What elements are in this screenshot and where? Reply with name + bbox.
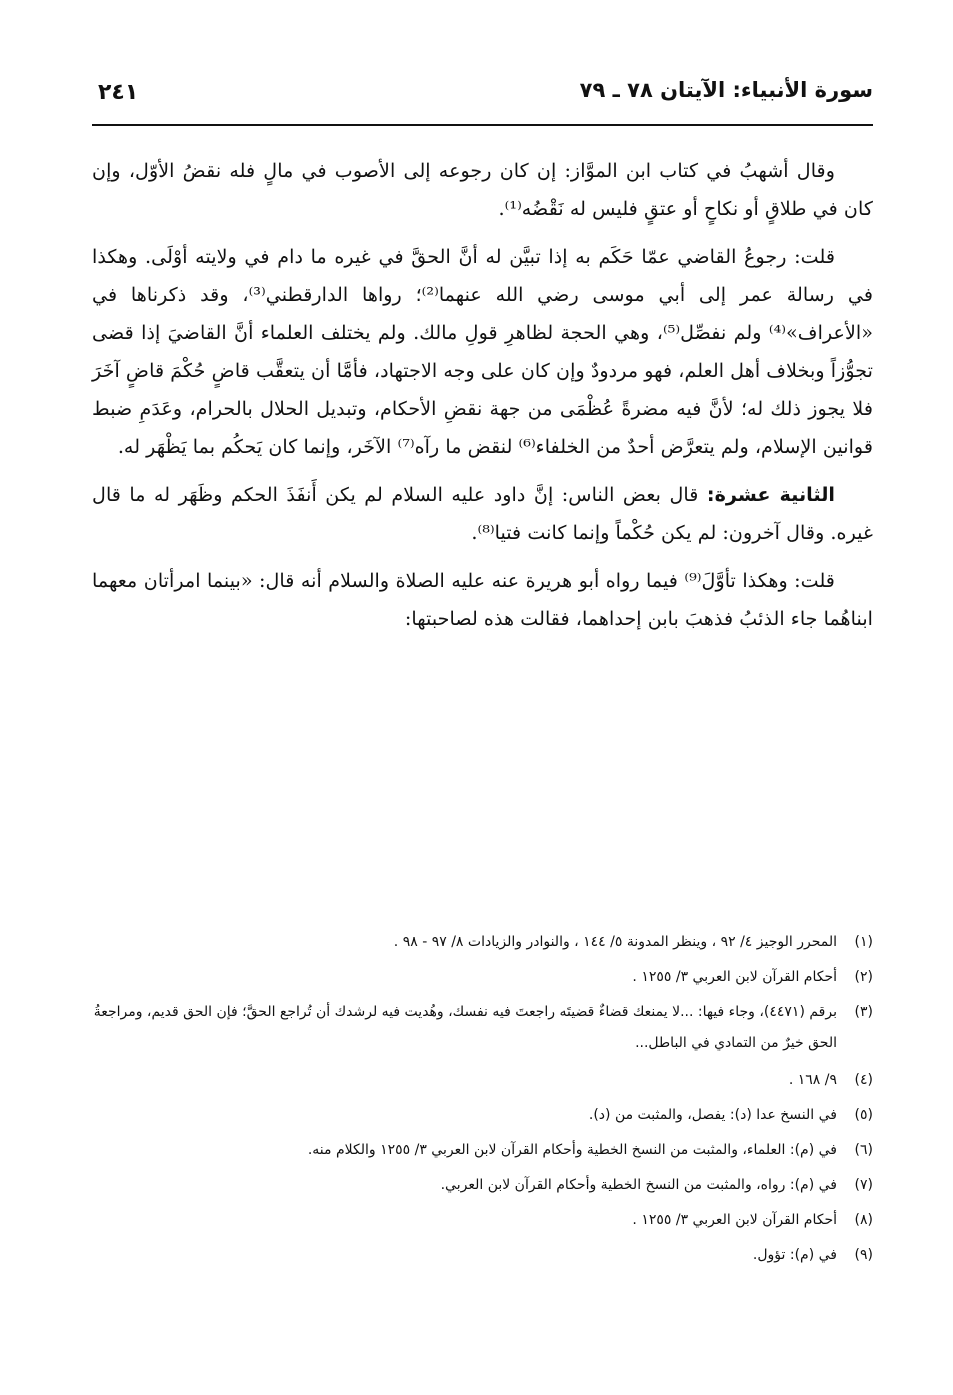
footnote-text: ٩/ ١٦٨ .	[788, 1072, 837, 1088]
footnote-5	[92, 1098, 873, 1133]
footnotes	[92, 925, 873, 1273]
footnote-text: أحكام القرآن لابن العربي ٣/ ١٢٥٥ .	[632, 969, 837, 985]
footnote-number: (٦)	[854, 1142, 873, 1158]
footnote-number: (٧)	[854, 1177, 873, 1193]
footnote-number: (٤)	[854, 1072, 873, 1088]
footnote-text: في (م): رواه، والمثبت من النسخ الخطية وأحكام القرآن لابن العربي.	[440, 1177, 837, 1193]
footnote-6	[92, 1133, 873, 1168]
page-number: ٢٤١	[98, 80, 139, 105]
section-twelve-heading: الثانية عشرة:	[706, 483, 835, 506]
footnote-7	[92, 1168, 873, 1203]
paragraph-section-twelve	[92, 476, 873, 552]
section-twelve-text: قال بعض الناس: إنَّ داود عليه السلام لم يكن أَنفَذَ الحكم وظَهَر له ما قال غيره. وقال آخرون: لم يكن حُكْماً وإنما كانت فتيا⁽⁸⁾.	[92, 483, 873, 544]
page-header	[92, 72, 873, 126]
footnote-2	[92, 960, 873, 995]
footnote-1	[92, 925, 873, 960]
footnote-4	[92, 1063, 873, 1098]
footnote-number: (٨)	[854, 1212, 873, 1228]
footnote-text: برقم (٤٤٧١)، وجاء فيها: ...لا يمنعك قضاءٌ قضيتَه راجعتَ فيه نفسك، وهُديت فيه لرشدك أن تُراجع الحقَّ؛ فإن الحق قديم، ومراجعةُ الحق خيرٌ من التمادي في الباطل...	[93, 1004, 837, 1051]
footnote-number: (٩)	[854, 1247, 873, 1263]
paragraph-hadith: قلت: وهكذا تأوَّلَ⁽⁹⁾ فيما رواه أبو هريرة عنه عليه الصلاة والسلام أنه قال: «بينما امرأتان معهما ابناهُما جاء الذئبُ فذهبَ بابن إحداهما، فقالت هذه لصاحبتها:	[92, 569, 873, 630]
footnote-number: (١)	[854, 934, 873, 950]
footnote-3	[92, 997, 873, 1059]
footnote-text: في النسخ عدا (د): يفصل، والمثبت من (د).	[588, 1107, 837, 1123]
footnote-number: (٢)	[854, 969, 873, 985]
footnote-9	[92, 1238, 873, 1273]
footnote-text: في (م): تؤول.	[752, 1247, 837, 1263]
footnote-8	[92, 1203, 873, 1238]
footnote-number: (٥)	[854, 1107, 873, 1123]
footnote-text: المحرر الوجيز ٤/ ٩٢ ، وينظر المدونة ٥/ ١٤٤ ، والنوادر والزيادات ٨/ ٩٧ - ٩٨ .	[393, 934, 837, 950]
footnote-text: في (م): العلماء، والمثبت من النسخ الخطية وأحكام القرآن لابن العربي ٣/ ١٢٥٥ والكلام منه.	[307, 1142, 837, 1158]
footnote-text: أحكام القرآن لابن العربي ٣/ ١٢٥٥ .	[632, 1212, 837, 1228]
main-text	[92, 152, 873, 648]
footnote-number: (٣)	[854, 1004, 873, 1020]
running-title: سورة الأنبياء: الآيتان ٧٨ ـ ٧٩	[579, 78, 873, 102]
paragraph-qadi-return: قلت: رجوعُ القاضي عمّا حَكَم به إذا تبيَّن له أنَّ الحقَّ في غيره ما دام في ولايته أوْلَى. وهكذا في رسالة عمر إلى أبي موسى رضي الله عنهما⁽²⁾؛ رواها الدارقطني⁽³⁾، وقد ذكرناها في «الأعراف»⁽⁴⁾ ولم نفصِّل⁽⁵⁾، وهي الحجة لظاهرِ قولِ مالك. ولم يختلف العلماء أنَّ القاضيَ إذا قضى تجوُّزاً وبخلاف أهل العلم، فهو مردودٌ وإن كان على وجه الاجتهاد، فأمَّا أن يتعقَّب قاضٍ حُكْمَ قاضٍ آخَرَ فلا يجوز ذلك له؛ لأنَّ فيه مضرةً عُظْمَى من جهة نقضِ الأحكام، وتبديل الحلال بالحرام، وعَدَمِ ضبط قوانين الإسلام، ولم يتعرَّض أحدٌ من الخلفاء⁽⁶⁾ لنقض ما رآه⁽⁷⁾ الآخَر، وإنما كان يَحكُم بما يَظْهَر له.	[92, 245, 874, 458]
paragraph-ashhab: وقال أشهبُ في كتاب ابن الموَّاز: إن كان رجوعه إلى الأصوب في مالٍ فله نقضُ الأوّل، وإن كان في طلاقٍ أو نكاحٍ أو عتقٍ فليس له نَقْضُه⁽¹⁾.	[92, 159, 873, 220]
